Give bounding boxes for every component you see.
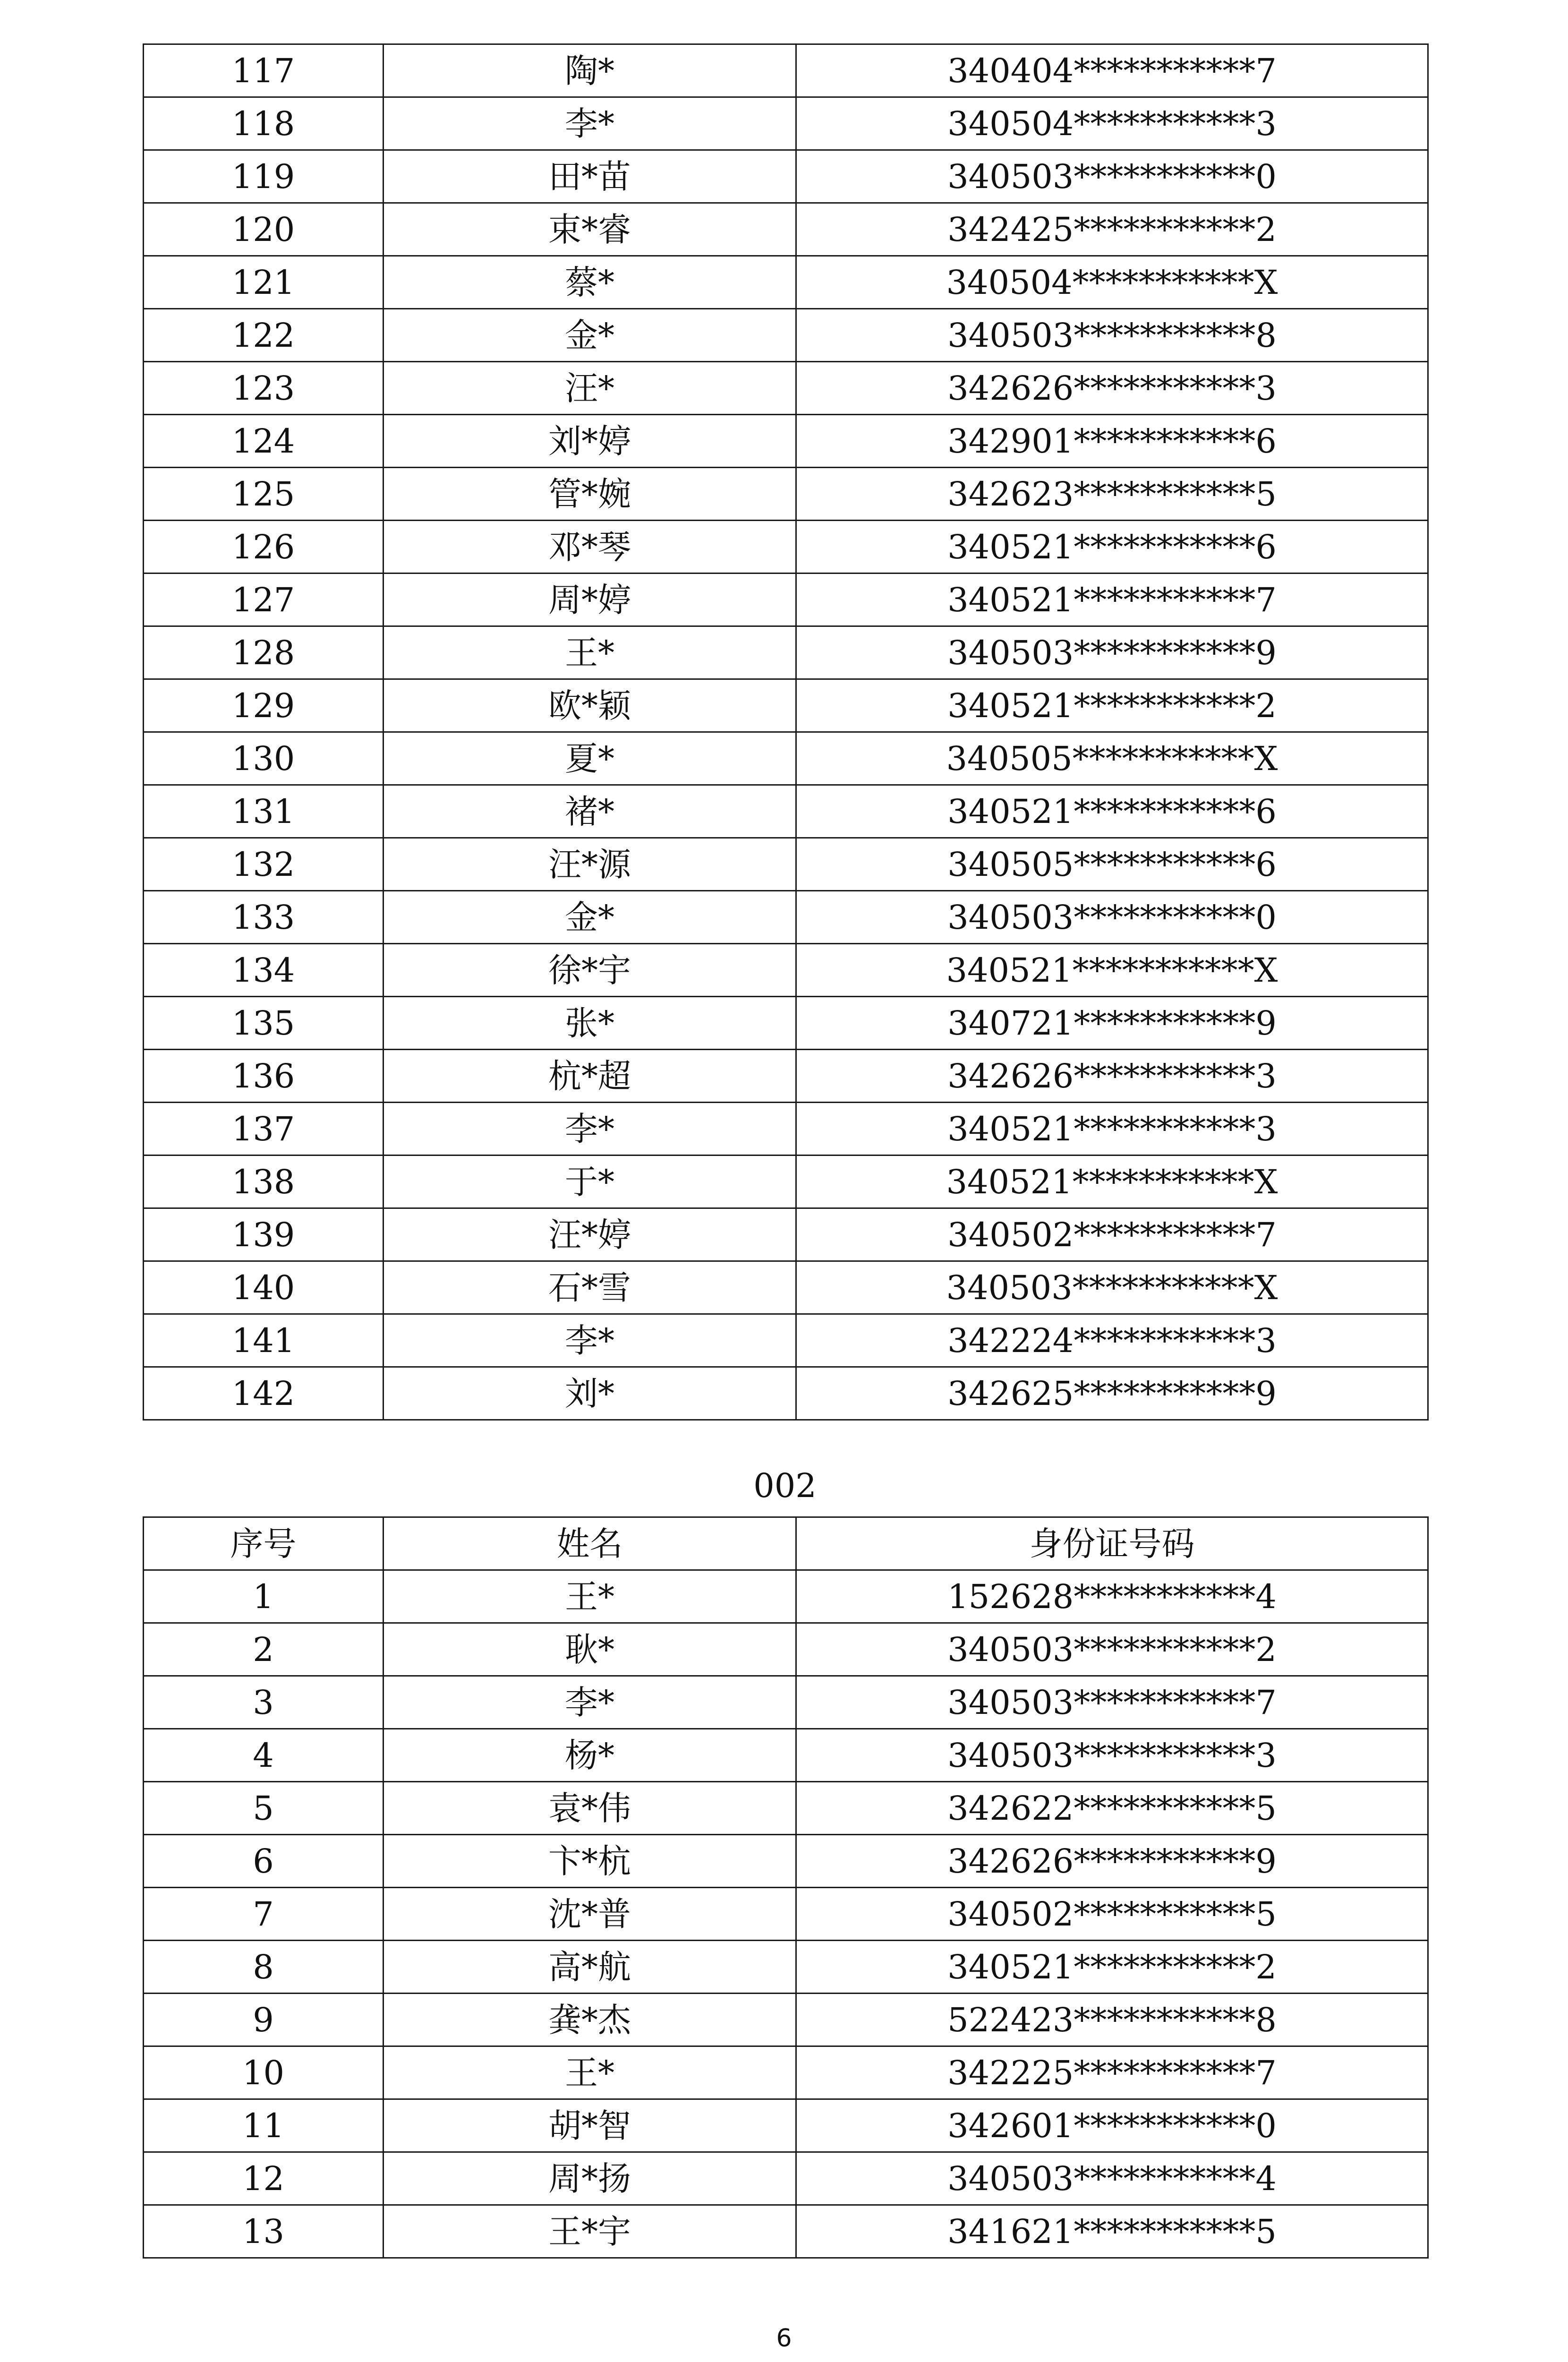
id-number: 340521***********3: [796, 1103, 1428, 1155]
row-index: 8: [144, 1941, 383, 1994]
person-name: 于*: [383, 1155, 796, 1208]
person-name: 袁*伟: [383, 1782, 796, 1835]
id-number: 340503***********8: [796, 309, 1428, 362]
row-index: 121: [144, 256, 383, 309]
person-name: 管*婉: [383, 468, 796, 521]
table-row: [144, 256, 1428, 309]
table-row: [144, 44, 1428, 97]
id-number: 342622***********5: [796, 1782, 1428, 1835]
id-number: 152628***********4: [796, 1570, 1428, 1623]
id-number: 340503***********3: [796, 1729, 1428, 1782]
row-index: 122: [144, 309, 383, 362]
row-index: 9: [144, 1994, 383, 2046]
table-row: [144, 1155, 1428, 1208]
table-row: [144, 97, 1428, 150]
id-number: 340505***********X: [796, 732, 1428, 785]
person-name: 夏*: [383, 732, 796, 785]
person-name: 杨*: [383, 1729, 796, 1782]
roster-table-body: [144, 1570, 1428, 2258]
row-index: 133: [144, 891, 383, 944]
roster-table-continued: [143, 43, 1429, 1421]
id-number: 340721***********9: [796, 997, 1428, 1050]
person-name: 刘*: [383, 1367, 796, 1420]
table-row: [144, 203, 1428, 256]
table-row: [144, 1676, 1428, 1729]
table-row: [144, 785, 1428, 838]
table-row: [144, 1835, 1428, 1888]
person-name: 邓*琴: [383, 521, 796, 573]
table-row: [144, 626, 1428, 679]
id-number: 340521***********X: [796, 944, 1428, 997]
table-row: [144, 1050, 1428, 1103]
table-row: [144, 468, 1428, 521]
person-name: 束*睿: [383, 203, 796, 256]
table-row: [144, 1994, 1428, 2046]
row-index: 123: [144, 362, 383, 415]
person-name: 王*: [383, 2046, 796, 2099]
row-index: 5: [144, 1782, 383, 1835]
person-name: 汪*婷: [383, 1208, 796, 1261]
row-index: 137: [144, 1103, 383, 1155]
person-name: 褚*: [383, 785, 796, 838]
id-number: 340521***********2: [796, 1941, 1428, 1994]
table-row: [144, 944, 1428, 997]
row-index: 134: [144, 944, 383, 997]
person-name: 徐*宇: [383, 944, 796, 997]
row-index: 126: [144, 521, 383, 573]
table-row: [144, 415, 1428, 468]
person-name: 龚*杰: [383, 1994, 796, 2046]
id-number: 340503***********7: [796, 1676, 1428, 1729]
person-name: 周*婷: [383, 573, 796, 626]
person-name: 耿*: [383, 1623, 796, 1676]
id-number: 340502***********7: [796, 1208, 1428, 1261]
page-number: 6: [776, 2324, 792, 2353]
id-number: 340503***********X: [796, 1261, 1428, 1314]
row-index: 6: [144, 1835, 383, 1888]
row-index: 135: [144, 997, 383, 1050]
person-name: 金*: [383, 891, 796, 944]
row-index: 10: [144, 2046, 383, 2099]
row-index: 140: [144, 1261, 383, 1314]
id-number: 342626***********3: [796, 362, 1428, 415]
row-index: 127: [144, 573, 383, 626]
id-number: 340503***********0: [796, 891, 1428, 944]
id-number: 342601***********0: [796, 2099, 1428, 2152]
id-number: 340502***********5: [796, 1888, 1428, 1941]
person-name: 石*雪: [383, 1261, 796, 1314]
person-name: 卞*杭: [383, 1835, 796, 1888]
table-row: [144, 1261, 1428, 1314]
person-name: 金*: [383, 309, 796, 362]
table-row: [144, 1888, 1428, 1941]
table-row: [144, 2099, 1428, 2152]
row-index: 119: [144, 150, 383, 203]
person-name: 刘*婷: [383, 415, 796, 468]
row-index: 12: [144, 2152, 383, 2205]
id-number: 341621***********5: [796, 2205, 1428, 2258]
person-name: 李*: [383, 1314, 796, 1367]
row-index: 136: [144, 1050, 383, 1103]
header-name: 姓名: [383, 1517, 796, 1570]
person-name: 周*扬: [383, 2152, 796, 2205]
id-number: 340505***********6: [796, 838, 1428, 891]
row-index: 7: [144, 1888, 383, 1941]
row-index: 139: [144, 1208, 383, 1261]
person-name: 汪*: [383, 362, 796, 415]
person-name: 王*: [383, 1570, 796, 1623]
table-row: [144, 732, 1428, 785]
id-number: 340521***********2: [796, 679, 1428, 732]
table-row: [144, 1570, 1428, 1623]
table-row: [144, 679, 1428, 732]
person-name: 蔡*: [383, 256, 796, 309]
row-index: 13: [144, 2205, 383, 2258]
table-row: [144, 573, 1428, 626]
row-index: 129: [144, 679, 383, 732]
id-number: 340503***********2: [796, 1623, 1428, 1676]
id-number: 522423***********8: [796, 1994, 1428, 2046]
person-name: 王*宇: [383, 2205, 796, 2258]
table-row: [144, 997, 1428, 1050]
id-number: 340404***********7: [796, 44, 1428, 97]
row-index: 1: [144, 1570, 383, 1623]
table-row: [144, 362, 1428, 415]
row-index: 124: [144, 415, 383, 468]
roster-table-002: [143, 1516, 1429, 2259]
person-name: 张*: [383, 997, 796, 1050]
person-name: 胡*智: [383, 2099, 796, 2152]
person-name: 李*: [383, 97, 796, 150]
person-name: 李*: [383, 1103, 796, 1155]
id-number: 342625***********9: [796, 1367, 1428, 1420]
id-number: 342626***********9: [796, 1835, 1428, 1888]
id-number: 340521***********7: [796, 573, 1428, 626]
table-row: [144, 1103, 1428, 1155]
person-name: 李*: [383, 1676, 796, 1729]
person-name: 王*: [383, 626, 796, 679]
table-row: [144, 1208, 1428, 1261]
table-row: [144, 891, 1428, 944]
person-name: 高*航: [383, 1941, 796, 1994]
header-id-number: 身份证号码: [796, 1517, 1428, 1570]
row-index: 130: [144, 732, 383, 785]
group-label: 002: [753, 1466, 817, 1505]
person-name: 田*苗: [383, 150, 796, 203]
table-row: [144, 1941, 1428, 1994]
person-name: 汪*源: [383, 838, 796, 891]
table-header-row: [144, 1517, 1428, 1570]
id-number: 340503***********4: [796, 2152, 1428, 2205]
id-number: 342626***********3: [796, 1050, 1428, 1103]
table-row: [144, 1367, 1428, 1420]
row-index: 4: [144, 1729, 383, 1782]
table-row: [144, 838, 1428, 891]
id-number: 340503***********0: [796, 150, 1428, 203]
roster-table-body: [144, 44, 1428, 1420]
table-row: [144, 150, 1428, 203]
id-number: 342901***********6: [796, 415, 1428, 468]
row-index: 142: [144, 1367, 383, 1420]
row-index: 3: [144, 1676, 383, 1729]
row-index: 117: [144, 44, 383, 97]
row-index: 118: [144, 97, 383, 150]
row-index: 128: [144, 626, 383, 679]
row-index: 138: [144, 1155, 383, 1208]
row-index: 132: [144, 838, 383, 891]
table-row: [144, 2152, 1428, 2205]
id-number: 340521***********6: [796, 521, 1428, 573]
row-index: 141: [144, 1314, 383, 1367]
id-number: 340504***********X: [796, 256, 1428, 309]
id-number: 342225***********7: [796, 2046, 1428, 2099]
id-number: 342623***********5: [796, 468, 1428, 521]
table-row: [144, 2205, 1428, 2258]
row-index: 2: [144, 1623, 383, 1676]
id-number: 340521***********X: [796, 1155, 1428, 1208]
table-row: [144, 1729, 1428, 1782]
person-name: 欧*颖: [383, 679, 796, 732]
table-row: [144, 1782, 1428, 1835]
id-number: 340503***********9: [796, 626, 1428, 679]
row-index: 131: [144, 785, 383, 838]
person-name: 沈*普: [383, 1888, 796, 1941]
id-number: 340504***********3: [796, 97, 1428, 150]
table-row: [144, 1314, 1428, 1367]
row-index: 120: [144, 203, 383, 256]
row-index: 11: [144, 2099, 383, 2152]
person-name: 陶*: [383, 44, 796, 97]
table-row: [144, 2046, 1428, 2099]
id-number: 340521***********6: [796, 785, 1428, 838]
table-row: [144, 521, 1428, 573]
table-row: [144, 309, 1428, 362]
header-index: 序号: [144, 1517, 383, 1570]
table-row: [144, 1623, 1428, 1676]
person-name: 杭*超: [383, 1050, 796, 1103]
id-number: 342425***********2: [796, 203, 1428, 256]
id-number: 342224***********3: [796, 1314, 1428, 1367]
row-index: 125: [144, 468, 383, 521]
